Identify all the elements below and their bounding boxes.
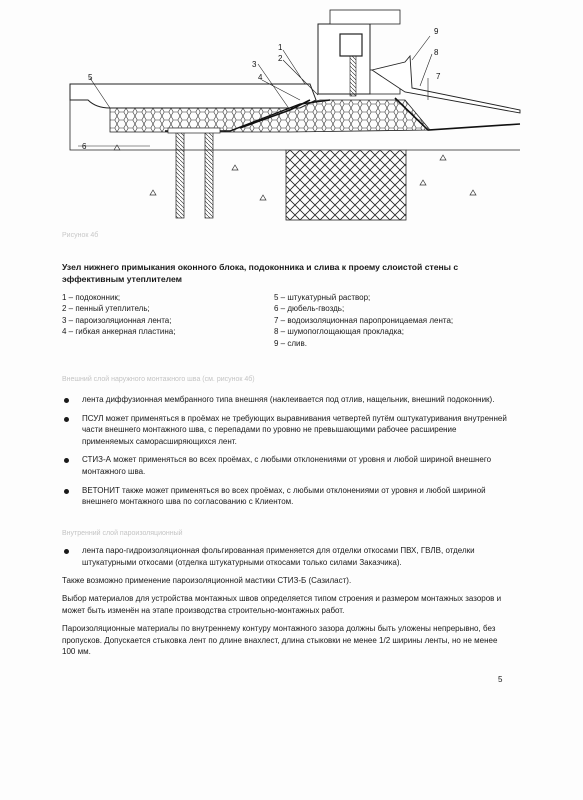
legend-right bbox=[274, 292, 524, 349]
callout-6: 6 bbox=[82, 142, 87, 151]
dowel-right bbox=[205, 132, 213, 218]
window-sill-junction-drawing bbox=[0, 0, 583, 240]
frame-screw bbox=[350, 56, 356, 96]
list-item bbox=[62, 485, 508, 508]
legend-item: 4 – гибкая анкерная пластина; bbox=[62, 327, 176, 337]
frame-top bbox=[330, 10, 400, 24]
faded-heading-outer-layer: Внешний слой наружного монтажного шва (см. рисунок 4б) bbox=[62, 376, 255, 383]
list-item-text: лента диффузионная мембранного типа внешняя (наклеивается под отлив, нащельник, внешний подоконник). bbox=[82, 395, 495, 404]
callout-4: 4 bbox=[258, 73, 263, 82]
section-title: Узел нижнего примыкания оконного блока, подоконника и слива к проему слоистой стены с эффективным утеплителем bbox=[62, 262, 459, 284]
page-number: 5 bbox=[498, 675, 503, 684]
list-item bbox=[62, 454, 508, 477]
callout-9: 9 bbox=[434, 27, 439, 36]
callout-2: 2 bbox=[278, 54, 283, 63]
faded-heading-inner-layer: Внутренний слой пароизоляционный bbox=[62, 530, 183, 537]
list-item-text: ВЕТОНИТ также может применяться во всех проёмах, с любыми отклонениями от уровня и любой шириной внешнего монтажного шва по согласованию с Клиентом. bbox=[82, 485, 486, 507]
dowel-left bbox=[176, 132, 184, 218]
legend-item: 6 – дюбель-гвоздь; bbox=[274, 304, 345, 314]
legend-left bbox=[62, 292, 262, 338]
list-item bbox=[62, 394, 508, 406]
list-item bbox=[62, 545, 508, 568]
bullet-icon bbox=[64, 417, 69, 422]
legend-item: 3 – пароизоляционная лента; bbox=[62, 315, 172, 325]
callout-5: 5 bbox=[88, 73, 93, 82]
legend-item: 5 – штукатурный раствор; bbox=[274, 293, 371, 302]
bullet-list-outer bbox=[62, 394, 508, 508]
legend-item: 1 – подоконник; bbox=[62, 293, 121, 302]
window-sill bbox=[70, 84, 316, 108]
legend-item: 7 – водоизоляционная паропроницаемая лента; bbox=[274, 315, 454, 325]
bullet-icon bbox=[64, 549, 69, 554]
list-item-text: СТИЗ-А может применяться во всех проёмах, с любыми отклонениями от уровня и любой шириной внешнего монтажного шва. bbox=[82, 455, 492, 476]
callout-1: 1 bbox=[278, 43, 283, 52]
list-item-text: ПСУЛ может применяться в проёмах не требующих выравнивания четвертей путём оштукатуривания внутренней части внешнего монтажного шва, с перепадами по уровню не превышающими рабочее расширение применяемых саморасширяющихся лент. bbox=[82, 413, 507, 446]
list-item bbox=[62, 413, 508, 448]
legend-item: 8 – шумопоглощающая прокладка; bbox=[274, 327, 404, 337]
callout-3: 3 bbox=[252, 60, 257, 69]
bullet-icon bbox=[64, 398, 69, 403]
legend-item: 9 – слив. bbox=[274, 338, 307, 348]
callout-7: 7 bbox=[436, 72, 441, 81]
paragraph-mastic: Также возможно применение пароизоляционной мастики СТИЗ-Б (Сазиласт). bbox=[62, 576, 352, 585]
bullet-icon bbox=[64, 458, 69, 463]
paragraph-materials-choice: Выбор материалов для устройства монтажных швов определяется типом строения и размером монтажных зазоров и может быть изменён на этапе производства строительно-монтажных работ. bbox=[62, 594, 502, 615]
callout-8: 8 bbox=[434, 48, 439, 57]
bullet-list-inner bbox=[62, 545, 508, 568]
dowel-head bbox=[168, 128, 220, 133]
legend-item: 2 – пенный утеплитель; bbox=[62, 304, 150, 314]
figure-caption: Рисунок 4б bbox=[62, 232, 99, 239]
paragraph-vapor-barrier: Пароизоляционные материалы по внутреннему контуру монтажного зазора должны быть уложены непрерывно, без пропусков. Допускается стыковка лент по длине внахлест, длина стыковки не менее 1/2 ширины ленты, но не менее 100 мм. bbox=[62, 624, 498, 657]
masonry-block bbox=[286, 150, 406, 220]
list-item-text: лента паро-гидроизоляционная фольгированная применяется для отделки откосами ПВХ, ГВЛВ, отделки штукатурными откосами (отделка штукатурными откосами только силами Заказчика). bbox=[82, 546, 475, 567]
bullet-icon bbox=[64, 489, 69, 494]
